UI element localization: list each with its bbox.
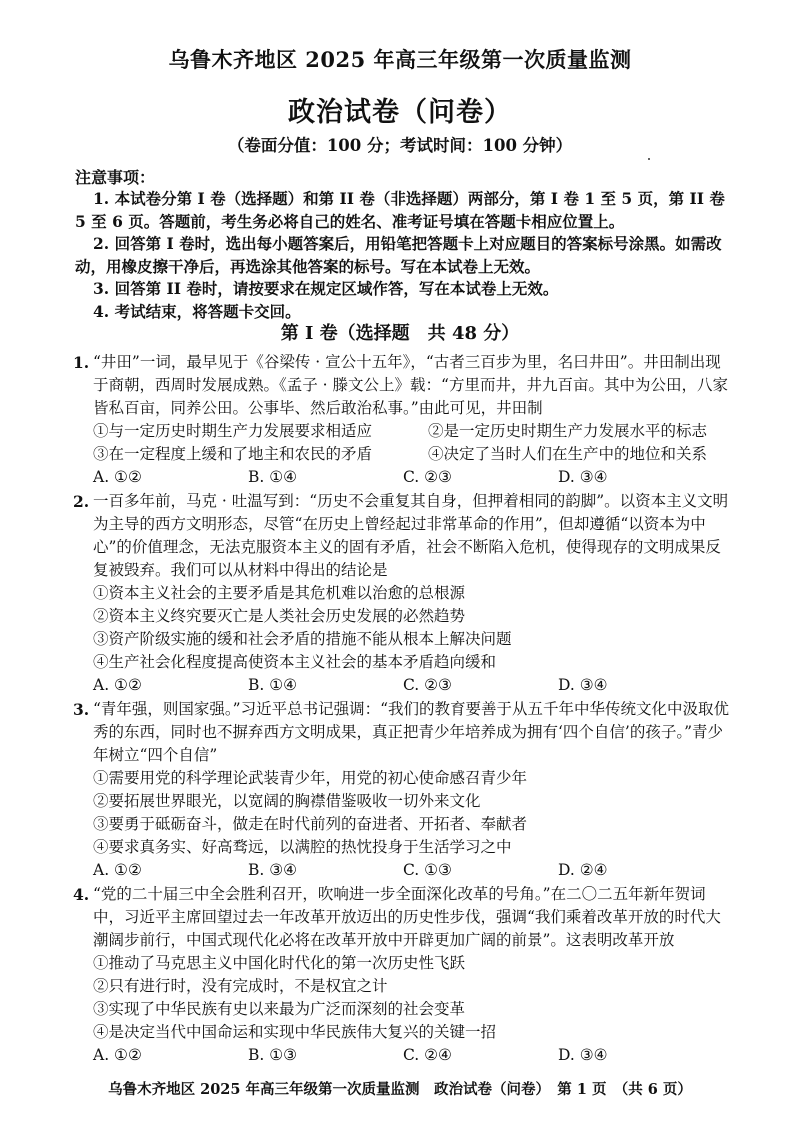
- question-stem: “青年强，则国家强。”习近平总书记强调：“我们的教育要善于从五千年中华传统文化中汲取优秀的东西，同时也不摒弃西方文明成果，真正把青少年培养成为拥有‘四个自信’的孩子。”青少年树立“四个自信”: [93, 700, 730, 764]
- answer-choice-d: D. ②④: [558, 861, 608, 879]
- option-row: [93, 420, 735, 443]
- answer-choice-b: B. ①④: [248, 468, 298, 486]
- answer-choice-b: B. ①④: [248, 676, 298, 694]
- score-info: （卷面分值：100 分；考试时间：100 分钟）: [227, 136, 573, 155]
- option: ①与一定历史时期生产力发展要求相适应: [93, 422, 373, 440]
- answer-choice-a: A. ①②: [93, 861, 142, 879]
- option: ①资本主义社会的主要矛盾是其危机难以治愈的总根源: [93, 584, 466, 602]
- option-row: [93, 443, 735, 466]
- section-title: 第 I 卷（选择题 共 48 分）: [280, 323, 520, 344]
- speck-mark: [648, 158, 650, 160]
- option: ②只有进行时，没有完成时，不是权宜之计: [93, 977, 388, 995]
- notice-item: 3. 回答第 II 卷时，请按要求在规定区域作答，写在本试卷上无效。: [93, 279, 559, 298]
- option: ①需要用党的科学理论武装青少年，用党的初心使命感召青少年: [93, 769, 528, 787]
- option: ③要勇于砥砺奋斗，做走在时代前列的奋进者、开拓者、奉献者: [93, 815, 528, 833]
- question-stem: “井田”一词，最早见于《谷梁传 · 宣公十五年》，“古者三百步为里，名曰井田”。井田制出现于商朝，西周时发展成熟。《孟子 · 滕文公上》载：“方里而井，井九百亩。其中为公田，八家皆私百亩，同养公田。公事毕、然后敢治私事。”由此可见，井田制: [93, 353, 728, 417]
- option: ①推动了马克思主义中国化时代化的第一次历史性飞跃: [93, 954, 466, 972]
- exam-title: 乌鲁木齐地区 2025 年高三年级第一次质量监测: [168, 47, 632, 72]
- answer-choice-d: D. ③④: [558, 468, 608, 486]
- answer-choice-c: C. ①③: [403, 861, 452, 879]
- notice-list: [75, 188, 735, 323]
- option: ④要求真务实、好高骛远，以满腔的热忱投身于生活学习之中: [93, 838, 512, 856]
- option: ④是决定当代中国命运和实现中华民族伟大复兴的关键一招: [93, 1023, 497, 1041]
- page-footer: 乌鲁木齐地区 2025 年高三年级第一次质量监测 政治试卷（问卷） 第 1 页 （共 6 页）: [108, 1081, 692, 1098]
- question-number: 4.: [73, 885, 90, 904]
- answer-choice-c: C. ②④: [403, 1046, 452, 1064]
- exam-subtitle: 政治试卷（问卷）: [288, 97, 512, 128]
- question-4: [73, 883, 735, 1067]
- notice-item: 4. 考试结束，将答题卡交回。: [93, 301, 301, 321]
- answer-choice-a: A. ①②: [93, 676, 142, 694]
- question-3: [73, 698, 735, 882]
- answer-choice-b: B. ③④: [248, 861, 298, 879]
- option: ②是一定历史时期生产力发展水平的标志: [428, 422, 708, 440]
- question-stem: 一百多年前，马克 · 吐温写到：“历史不会重复其自身，但押着相同的韵脚”。以资本主义文明为主导的西方文明形态，尽管“在历史上曾经起过非常革命的作用”，但却遵循“以资本为中心”的价值理念，无法克服资本主义的固有矛盾，社会不断陷入危机，使得现存的文明成果反复被毁弃。我们可以从材料中得出的结论是: [93, 492, 729, 579]
- question-number: 3.: [73, 700, 90, 719]
- option: ②要拓展世界眼光，以宽阔的胸襟借鉴吸收一切外来文化: [93, 792, 481, 810]
- answer-choice-b: B. ①③: [248, 1046, 298, 1064]
- answer-choice-d: D. ③④: [558, 676, 608, 694]
- question-number: 2.: [73, 492, 90, 511]
- option: ④生产社会化程度提高使资本主义社会的基本矛盾趋向缓和: [93, 653, 497, 671]
- answer-choices: [93, 1044, 735, 1067]
- option: ③实现了中华民族有史以来最为广泛而深刻的社会变革: [93, 1000, 466, 1018]
- question-stem: “党的二十届三中全会胜利召开，吹响进一步全面深化改革的号角。”在二〇二五年新年贺词中，习近平主席回望过去一年改革开放迈出的历史性步伐，强调“我们乘着改革开放的时代大潮阔步前行，中国式现代化必将在改革开放中开辟更加广阔的前景”。这表明改革开放: [93, 885, 721, 949]
- answer-choices: [93, 859, 735, 882]
- notice-heading: 注意事项：: [75, 168, 156, 187]
- question-list: [73, 351, 735, 1068]
- question-number: 1.: [73, 353, 90, 372]
- notice-item: 1. 本试卷分第 I 卷（选择题）和第 II 卷（非选择题）两部分，第 I 卷 1 至 5 页，第 II 卷 5 至 6 页。答题前，考生务必将自己的姓名、准考证号填在答题卡相应位置上。: [75, 189, 725, 231]
- answer-choices: [93, 674, 735, 697]
- question-2: [73, 490, 735, 697]
- answer-choice-d: D. ③④: [558, 1046, 608, 1064]
- option: ④决定了当时人们在生产中的地位和关系: [428, 445, 708, 463]
- option: ②资本主义终究要灭亡是人类社会历史发展的必然趋势: [93, 607, 466, 625]
- answer-choice-c: C. ②③: [403, 676, 452, 694]
- option: ③资产阶级实施的缓和社会矛盾的措施不能从根本上解决问题: [93, 630, 512, 648]
- answer-choice-a: A. ①②: [93, 1046, 142, 1064]
- answer-choices: [93, 466, 735, 489]
- option: ③在一定程度上缓和了地主和农民的矛盾: [93, 445, 373, 463]
- question-1: [73, 351, 735, 489]
- answer-choice-a: A. ①②: [93, 468, 142, 486]
- answer-choice-c: C. ②③: [403, 468, 452, 486]
- notice-item: 2. 回答第 I 卷时，选出每小题答案后，用铅笔把答题卡上对应题目的答案标号涂黑。如需改动，用橡皮擦干净后，再选涂其他答案的标号。写在本试卷上无效。: [75, 234, 722, 276]
